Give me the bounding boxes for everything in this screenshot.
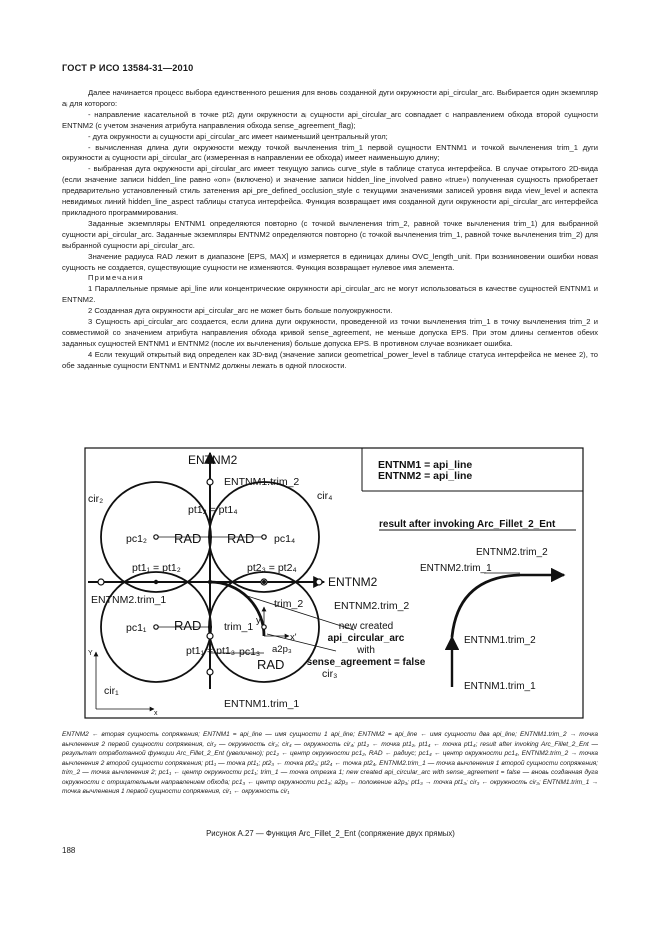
paragraph: Значение радиуса RAD лежит в диапазоне [EPS, MAX] и измеряется в единицах длины OVC_length_unit. При возникновении ошибки новая сущность не создается, существующие сущности не изменяются. Функция возвращает нулевое имя элемента. xyxy=(62,251,598,272)
label-axis-x: x xyxy=(154,710,158,717)
label-res-e1-trim2: ENTNM1.trim_2 xyxy=(464,635,536,646)
point-pt1-2b xyxy=(154,580,158,584)
figure-legend xyxy=(62,730,598,797)
label-cir2: cir₂ xyxy=(88,493,104,505)
label-rad: RAD xyxy=(174,618,202,633)
page-number: 188 xyxy=(62,846,76,855)
note: 2 Созданная дуга окружности api_circular_arc не может быть больше полуокружности. xyxy=(88,306,393,316)
point-entnm2-trim2 xyxy=(316,579,322,585)
point-pc1-1 xyxy=(154,625,158,629)
body-text xyxy=(62,88,598,372)
note: 3 Сущность api_circular_arc создается, если длина дуги окружности, проведенной из точки вычленения trim_1 в точку вычленения trim_2 и совместимой со значением атрибута направления обхода кривой sense_agreement, не меньше допуска EPS. При этом длины сегментов обеих заданных сущностей ENTNM1 и ENTNM2 (после их вычленения) больше допуска EPS. В противном случае возникает ошибка. xyxy=(62,317,598,348)
label-pc1-2: pc1₂ xyxy=(126,533,148,545)
legend-text: ENTNM2 ← вторая сущность сопряжения; ENTNM1 = api_line — имя сущности 1 api_line; ENTNM2 = api_line ← имя сущности два api_line; ENTNM1.trim_2 → точка вычленения 2 первой сущности сопряжения, cir₂ — окружность cir₂; cir₄ — окружность cir₄; pt1₂ ← точка pt1₂, pt1₄ ← точка pt1₄; result after invoking Arc_Fillet_2_Ent — результат отработанной функции Arc_Fillet_2_Ent (увеличено); pc1₂ ← центр окружности pc1₂, RAD ← радиус; pc1₄ ← центр окружности pc1₄, ENTNM2.trim_2 → точка вычленения 2 второй сущности сопряжения; pt1₁ — точка pt1₁; pt2₃ ← точка pt2₃; pt2₄ ← точка pt2₄, ENTNM2.trim_1 — точка вычленения 1 второй сущности сопряжения; trim_2 — точка вычленения 2; pc1₁ ← центр окружности pc1₁; trim_1 — точка отрезка 1; new created api_circular_arc with sense_agreement = false — вновь созданная дуга окружности с отрицательным направлением обхода; pc1₃ ← центр окружности pc1₃; a2p₃ ← положение a2p₃; pt1₃ → точка pt1₃; cir₃ ← окружность cir₃; ENTNM1.trim_1 → точка вычленения 1 первой сущности сопряжения, cir₁ ← окружность cir₁ xyxy=(62,731,598,795)
label-pt2-3-pt2-4: pt2₃ = pt2₄ xyxy=(247,562,297,574)
label-res-e2-trim2: ENTNM2.trim_2 xyxy=(476,547,548,558)
label-entnm2-top: ENTNM2 xyxy=(188,453,238,467)
paragraph: - выбранная дуга окружности api_circular_arc имеет текущую запись curve_style в таблице статуса интерфейса. В случае открытого 2D-вида (если значение записи hidden_line равно «on» (включено) и значение записи hidden_line_involved равно «true») полученная сущность приобретает предварительно установленный стиль затенения api_pre_defined_occlusion_style с текущими значениями записей уровня вида view_level и аспекта невидимых линий hidden_line_aspect таблицы статуса интерфейса. Функция возвращает имя созданной дуги окружности api_circular_arc интерфейса прикладного программирования. xyxy=(62,164,598,217)
label-cir4: cir₄ xyxy=(317,490,333,502)
label-entnm2-trim1: ENTNM2.trim_1 xyxy=(91,594,167,606)
label-new-created-arc: api_circular_arc xyxy=(327,633,405,644)
label-result-title: result after invoking Arc_Fillet_2_Ent xyxy=(379,519,556,530)
paragraph: - направление касательной в точке pt2ᵢ дуги окружности aᵢ сущности api_circular_arc совпадает с направлением обхода второй сущности ENTNM2 (с учетом значения атрибута направления обхода sense_agreement_flag); xyxy=(62,109,598,130)
figure-diagram xyxy=(84,447,584,719)
notes-heading: Примечания xyxy=(88,273,144,283)
point-pt1-1 xyxy=(208,580,212,584)
note: 4 Если текущий открытый вид определен как 3D-вид (значение записи geometrical_power_level в таблице статуса интерфейса не менее 2), то обе заданные сущности ENTNM1 и ENTNM2 должны лежать в одной плоскости. xyxy=(62,349,598,370)
label-pt1-1-pt1-2: pt1₁ = pt1₂ xyxy=(132,562,181,574)
label-axis-y: Y xyxy=(88,650,93,657)
point-pt1-2 xyxy=(208,535,212,539)
point-pt1-3 xyxy=(208,625,212,629)
point-entnm1-trim2 xyxy=(207,479,213,485)
point-pc1-2 xyxy=(154,535,158,539)
label-def2: ENTNM2 = api_line xyxy=(378,470,473,482)
label-rad: RAD xyxy=(227,531,255,546)
label-pc1-4: pc1₄ xyxy=(274,533,296,545)
paragraph: Заданные экземпляры ENTNM1 определяются повторно (с точкой вычленения trim_2, равной точке вычленения trim_1) для выбранной сущности api_circular_arc. Заданные экземпляры ENTNM2 определяются повторно (с точкой вычленения trim_1, равной точке вычленения trim_2) для выбранной сущности api_circular_arc. xyxy=(62,218,598,250)
label-trim1: trim_1 xyxy=(224,621,254,633)
point-trim1 xyxy=(207,633,213,639)
figure xyxy=(84,447,584,719)
label-rad: RAD xyxy=(174,531,202,546)
label-entnm2-right: ENTNM2 xyxy=(328,575,378,589)
label-y-prime: y' xyxy=(256,615,263,626)
figure-caption: Рисунок А.27 — Функция Arc_Fillet_2_Ent (сопряжение двух прямых) xyxy=(206,829,455,838)
document-header: ГОСТ Р ИСО 13584-31—2010 xyxy=(62,63,194,73)
paragraph: Далее начинается процесс выбора единственного решения для вновь созданной дуги окружности api_circular_arc. Выбирается один экземпляр aᵢ для которого: xyxy=(62,88,598,108)
point-entnm1-trim1 xyxy=(207,669,213,675)
label-rad: RAD xyxy=(257,657,285,672)
label-pc1-1: pc1₁ xyxy=(126,622,147,634)
label-pt1-2-pt1-4: pt1₂ = pt1₄ xyxy=(188,504,238,516)
label-pc1-3: pc1₃ xyxy=(239,646,261,658)
label-sense-agreement: sense_agreement = false xyxy=(306,657,426,668)
label-cir1: cir₁ xyxy=(104,685,119,697)
label-trim2: trim_2 xyxy=(274,598,304,610)
label-pt1-1-pt1-3: pt1₁ = pt1₃ xyxy=(186,645,235,657)
label-new-created: new created xyxy=(338,621,394,632)
label-def1: ENTNM1 = api_line xyxy=(378,459,473,471)
result-arc xyxy=(452,575,520,637)
note: 1 Параллельные прямые api_line или концентрические окружности api_circular_arc не могут использоваться в качестве сущностей ENTNM1 и ENTNM2. xyxy=(62,284,598,305)
label-res-e1-trim1: ENTNM1.trim_1 xyxy=(464,681,536,692)
paragraph: - дуга окружности aᵢ сущности api_circular_arc имеет наименьший центральный угол; xyxy=(88,131,388,141)
label-entnm2-trim2: ENTNM2.trim_2 xyxy=(334,600,410,612)
paragraph: - вычисленная длина дуги окружности между точкой вычленения trim_1 первой сущности ENTNM1 и точкой вычленения trim_1 дуги окружности aᵢ сущности api_circular_arc (измеренная в направлении ее обхода) имеет наименьшую длину; xyxy=(62,142,598,163)
label-new-created-with: with xyxy=(357,645,375,656)
label-cir3: cir₃ xyxy=(322,668,338,680)
label-x-prime: x' xyxy=(290,632,297,643)
label-res-e2-trim1: ENTNM2.trim_1 xyxy=(420,563,492,574)
point-entnm2-trim1 xyxy=(98,579,104,585)
label-entnm1-trim2: ENTNM1.trim_2 xyxy=(224,476,300,488)
point-pt2-3 xyxy=(262,580,266,584)
point-pc1-4 xyxy=(262,535,266,539)
label-entnm1-trim1: ENTNM1.trim_1 xyxy=(224,698,300,710)
label-a2p3: a2p₃ xyxy=(272,644,292,655)
